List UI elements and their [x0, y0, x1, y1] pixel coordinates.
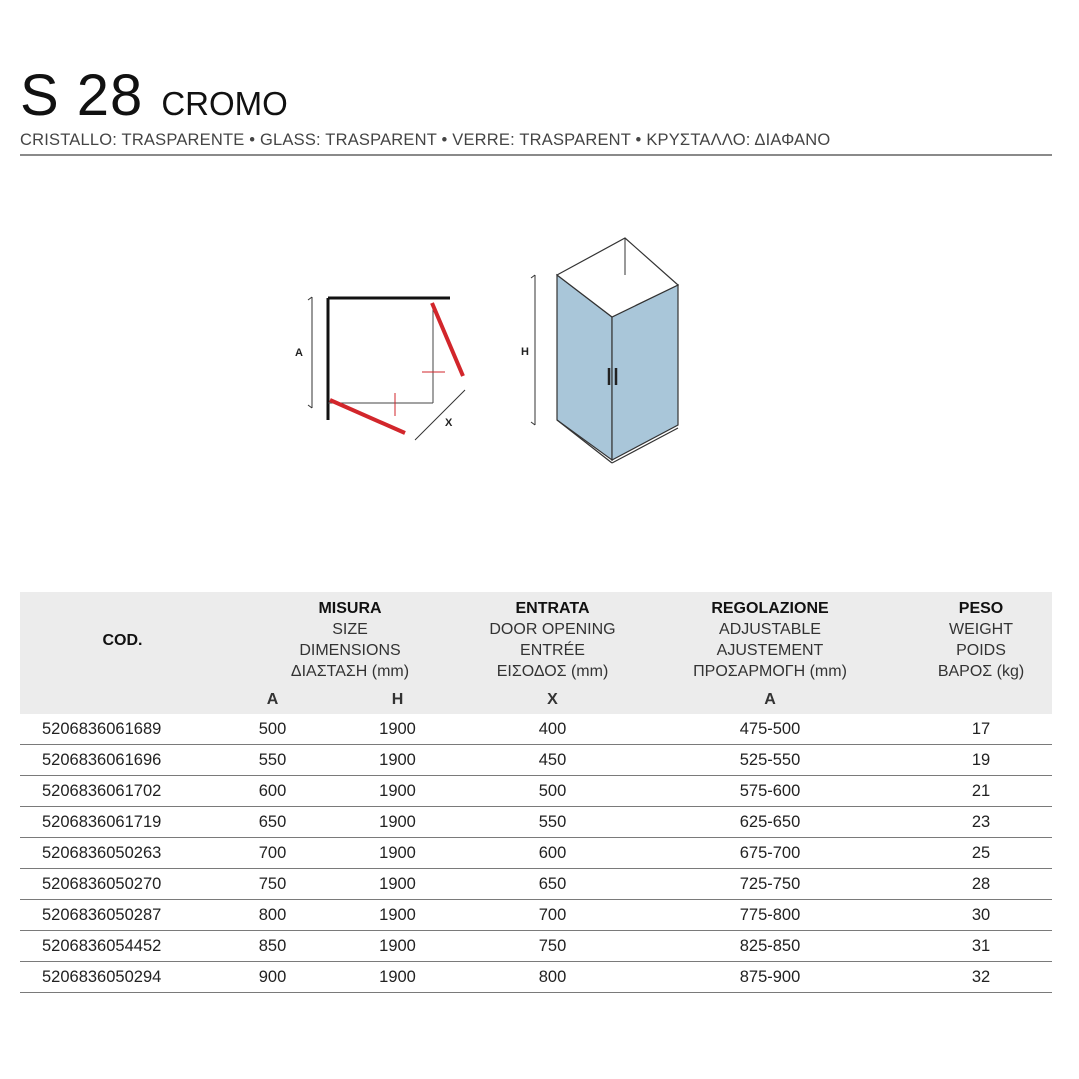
size-h-cell: 1900 [320, 807, 475, 838]
product-diagrams [290, 230, 710, 470]
size-h-cell: 1900 [320, 900, 475, 931]
product-code-cell: 5206836061719 [20, 807, 225, 838]
size-a-cell: 650 [225, 807, 320, 838]
plan-label-a: A [295, 347, 303, 359]
table-body [20, 714, 1052, 993]
weight-cell: 30 [910, 900, 1052, 931]
door-opening-x-cell: 550 [475, 807, 630, 838]
door-opening-x-cell: 750 [475, 931, 630, 962]
door-opening-x-cell: 650 [475, 869, 630, 900]
product-code-cell: 5206836050294 [20, 962, 225, 993]
door-opening-x-cell: 400 [475, 714, 630, 745]
adjustment-range-cell: 525-550 [630, 745, 910, 776]
weight-cell: 23 [910, 807, 1052, 838]
door-panel-left [330, 400, 405, 433]
weight-cell: 32 [910, 962, 1052, 993]
adjustment-range-cell: 875-900 [630, 962, 910, 993]
product-code-cell: 5206836050270 [20, 869, 225, 900]
perspective-view-diagram [521, 238, 678, 463]
product-code-cell: 5206836061689 [20, 714, 225, 745]
plan-view-diagram [295, 297, 465, 440]
col-door-header: ENTRATA DOOR OPENING ENTRÉE ΕΙΣΟΔΟΣ (mm) [489, 600, 616, 680]
door-opening-x-cell: 800 [475, 962, 630, 993]
weight-cell: 21 [910, 776, 1052, 807]
col-adjust-header: REGOLAZIONE ADJUSTABLE AJUSTEMENT ΠΡΟΣΑΡΜΟΓΗ (mm) [693, 600, 847, 680]
adjustment-range-cell: 825-850 [630, 931, 910, 962]
size-h-cell: 1900 [320, 776, 475, 807]
finish-title: CROMO [161, 85, 288, 122]
glass-spec-line: CRISTALLO: TRASPARENTE • GLASS: TRASPARENT • VERRE: TRASPARENT • ΚΡΥΣΤΑΛΛΟ: ΔΙΑΦΑΝΟ [20, 131, 831, 149]
size-h-cell: 1900 [320, 931, 475, 962]
adjustment-range-cell: 725-750 [630, 869, 910, 900]
product-code-cell: 5206836061696 [20, 745, 225, 776]
adjustment-range-cell: 475-500 [630, 714, 910, 745]
table-row [20, 900, 1052, 931]
model-title: S 28 [20, 63, 144, 128]
weight-cell: 17 [910, 714, 1052, 745]
subheader-a: A [266, 690, 279, 708]
size-h-cell: 1900 [320, 838, 475, 869]
adjustment-range-cell: 675-700 [630, 838, 910, 869]
product-code-cell: 5206836061702 [20, 776, 225, 807]
table-row [20, 776, 1052, 807]
title-row [20, 62, 1052, 129]
product-code-cell: 5206836050287 [20, 900, 225, 931]
header-divider [20, 154, 1052, 156]
size-h-cell: 1900 [320, 745, 475, 776]
table-row [20, 838, 1052, 869]
adjustment-range-cell: 775-800 [630, 900, 910, 931]
subheader-x: X [547, 690, 558, 708]
weight-cell: 25 [910, 838, 1052, 869]
col-weight-header: PESO WEIGHT POIDS ΒΑΡΟΣ (kg) [937, 600, 1025, 680]
table-row [20, 745, 1052, 776]
product-code-cell: 5206836050263 [20, 838, 225, 869]
size-a-cell: 700 [225, 838, 320, 869]
table-row [20, 714, 1052, 745]
weight-cell: 31 [910, 931, 1052, 962]
col-size-header: MISURA SIZE DIMENSIONS ΔΙΑΣΤΑΣΗ (mm) [290, 600, 410, 680]
size-a-cell: 800 [225, 900, 320, 931]
header [20, 62, 1052, 156]
size-a-cell: 850 [225, 931, 320, 962]
door-opening-x-cell: 500 [475, 776, 630, 807]
size-a-cell: 550 [225, 745, 320, 776]
door-opening-x-cell: 450 [475, 745, 630, 776]
size-h-cell: 1900 [320, 962, 475, 993]
size-h-cell: 1900 [320, 714, 475, 745]
product-code-cell: 5206836054452 [20, 931, 225, 962]
door-panel-right [432, 303, 463, 376]
weight-cell: 19 [910, 745, 1052, 776]
size-h-cell: 1900 [320, 869, 475, 900]
subheader-adjust-a: A [764, 690, 776, 708]
plan-label-x: X [445, 417, 453, 429]
table-subheader-row [20, 686, 1052, 714]
size-a-cell: 500 [225, 714, 320, 745]
table-row [20, 962, 1052, 993]
table-row [20, 869, 1052, 900]
subheader-h: H [391, 690, 404, 708]
adjustment-range-cell: 575-600 [630, 776, 910, 807]
spec-table [20, 592, 1052, 993]
view-label-h: H [521, 346, 529, 358]
weight-cell: 28 [910, 869, 1052, 900]
door-opening-x-cell: 600 [475, 838, 630, 869]
size-a-cell: 600 [225, 776, 320, 807]
table-row [20, 931, 1052, 962]
col-cod-header: COD. [102, 631, 143, 649]
table-row [20, 807, 1052, 838]
door-opening-x-cell: 700 [475, 900, 630, 931]
adjustment-range-cell: 625-650 [630, 807, 910, 838]
size-a-cell: 900 [225, 962, 320, 993]
table-header-row [20, 592, 1052, 686]
size-a-cell: 750 [225, 869, 320, 900]
